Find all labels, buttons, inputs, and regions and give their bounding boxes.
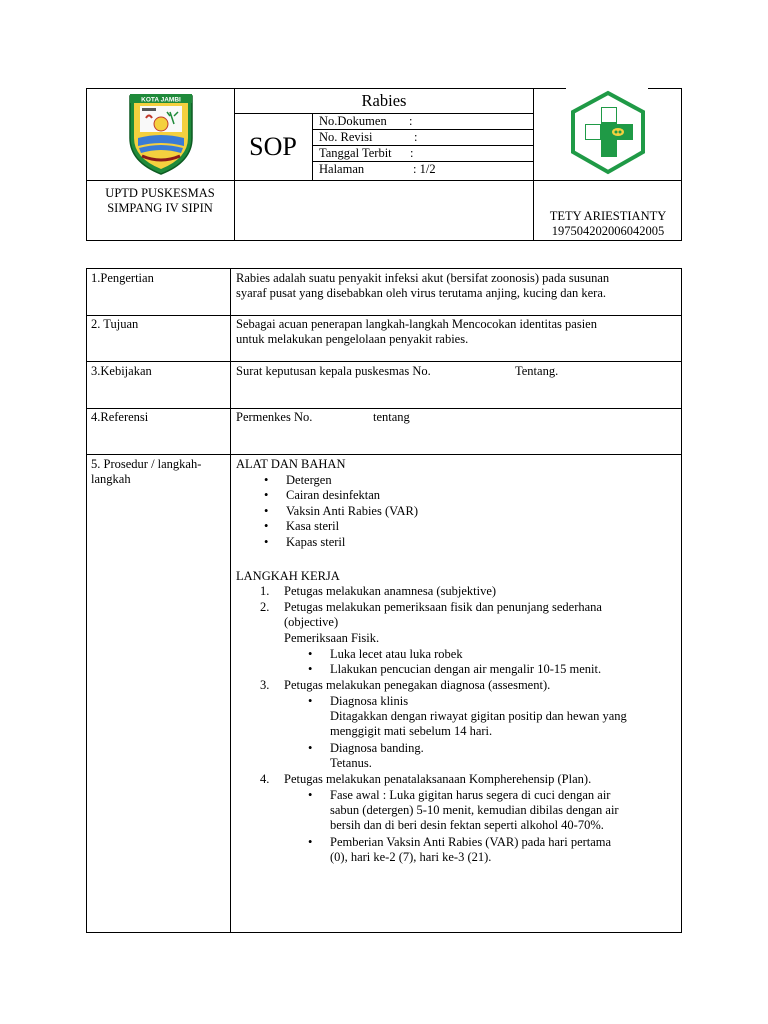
- document-title: Rabies: [361, 91, 407, 110]
- step-3-text: Petugas melakukan penegakan diagnosa (assesment).: [284, 678, 551, 692]
- step-2-bullet: • Llakukan pencucian dengan air mengalir 10-15 menit.: [330, 662, 601, 678]
- step-4-bullets: [330, 788, 610, 804]
- svg-text:KOTA JAMBI: KOTA JAMBI: [141, 96, 181, 104]
- section-label-kebijakan: 3.Kebijakan: [91, 364, 152, 378]
- alat-item: • Kasa steril: [286, 519, 418, 535]
- step-number: 2.: [260, 600, 270, 614]
- step-3-bullets-2: [330, 741, 424, 757]
- step-4-text: Petugas melakukan penatalaksanaan Kompherehensip (Plan).: [284, 772, 592, 786]
- step-4-b2-line1: • Pemberian Vaksin Anti Rabies (VAR) pada hari pertama: [330, 834, 612, 849]
- section-label-pengertian: 1.Pengertian: [91, 271, 154, 285]
- step-2-bullet: • Luka lecet atau luka robek: [330, 647, 601, 663]
- meta-label-no-dokumen: No.Dokumen: [319, 114, 387, 128]
- alat-item: • Detergen: [286, 473, 418, 489]
- pengertian-line1: Rabies adalah suatu penyakit infeksi akut (bersifat zoonosis) pada susunan: [236, 271, 610, 285]
- meta-value-no-revisi: :: [414, 130, 418, 144]
- tujuan-line2: untuk melakukan pengelolaan penyakit rabies.: [236, 332, 469, 346]
- signer-nip: 197504202006042005: [551, 224, 665, 238]
- step-3-bullet: [330, 694, 408, 710]
- kebijakan-text-b: Tentang.: [515, 364, 559, 378]
- step-3-bullets: [330, 694, 408, 710]
- step-4-b1-line1: • Fase awal : Luka gigitan harus segera di cuci dengan air: [330, 787, 611, 802]
- step-2-line2: (objective): [284, 615, 339, 629]
- step-3-b2-title: • Diagnosa banding.: [330, 740, 424, 755]
- referensi-text-b: tentang: [373, 410, 410, 424]
- signer-name: TETY ARIESTIANTY: [549, 209, 667, 223]
- referensi-text-a: Permenkes No.: [236, 410, 313, 424]
- tujuan-line1: Sebagai acuan penerapan langkah-langkah Mencocokan identitas pasien: [236, 317, 597, 331]
- meta-value-tanggal-terbit: :: [410, 146, 414, 160]
- step-3-b1-line2: menggigit mati sebelum 14 hari.: [330, 724, 493, 738]
- step-2-bullets: [330, 647, 601, 678]
- step-4-bullet: [330, 835, 611, 851]
- step-3-b2-line1: Tetanus.: [330, 756, 372, 770]
- step-3-b1-title: • Diagnosa klinis: [330, 693, 409, 708]
- alat-item: • Kapas steril: [286, 535, 418, 551]
- meta-value-no-dokumen: :: [409, 114, 413, 128]
- step-number: 4.: [260, 772, 270, 786]
- step-4-bullets-2: [330, 835, 611, 851]
- step-number: 3.: [260, 678, 270, 692]
- step-2-subheading: Pemeriksaan Fisik.: [284, 631, 380, 645]
- alat-item: • Cairan desinfektan: [286, 488, 418, 504]
- meta-label-no-revisi: No. Revisi: [319, 130, 373, 144]
- alat-heading: ALAT DAN BAHAN: [236, 457, 346, 471]
- step-number: 1.: [260, 584, 270, 598]
- step-1-text: Petugas melakukan anamnesa (subjektive): [284, 584, 497, 598]
- org-name-line2: SIMPANG IV SIPIN: [107, 201, 213, 215]
- meta-value-halaman: : 1/2: [413, 162, 436, 176]
- section-label-referensi: 4.Referensi: [91, 410, 149, 424]
- step-4-b1-line3: bersih dan di beri desin fektan seperti alkohol 40-70%.: [330, 818, 604, 832]
- meta-label-tanggal-terbit: Tanggal Terbit: [319, 146, 392, 160]
- alat-item: • Vaksin Anti Rabies (VAR): [286, 504, 418, 520]
- puskesmas-logo: [569, 90, 647, 176]
- sop-label: SOP: [249, 132, 297, 161]
- kebijakan-text-a: Surat keputusan kepala puskesmas No.: [236, 364, 431, 378]
- step-3-bullet: [330, 741, 424, 757]
- alat-list: [286, 473, 418, 551]
- section-label-tujuan: 2. Tujuan: [91, 317, 139, 331]
- section-label-prosedur-line1: 5. Prosedur / langkah-: [91, 457, 202, 471]
- step-4-b1-line2: sabun (detergen) 5-10 menit, kemudian dibilas dengan air: [330, 803, 619, 817]
- step-3-b1-line1: Ditagakkan dengan riwayat gigitan positip dan hewan yang: [330, 709, 627, 723]
- step-4-bullet: [330, 788, 610, 804]
- org-name-line1: UPTD PUSKESMAS: [105, 186, 215, 200]
- meta-label-halaman: Halaman: [319, 162, 365, 176]
- step-4-b2-line2: (0), hari ke-2 (7), hari ke-3 (21).: [330, 850, 492, 864]
- section-label-prosedur-line2: langkah: [91, 472, 131, 486]
- step-2-line1: Petugas melakukan pemeriksaan fisik dan penunjang sederhana: [284, 600, 602, 614]
- kota-jambi-logo: [126, 90, 196, 176]
- pengertian-line2: syaraf pusat yang disebabkan oleh virus terutama anjing, kucing dan kera.: [236, 286, 607, 300]
- langkah-heading: LANGKAH KERJA: [236, 569, 340, 583]
